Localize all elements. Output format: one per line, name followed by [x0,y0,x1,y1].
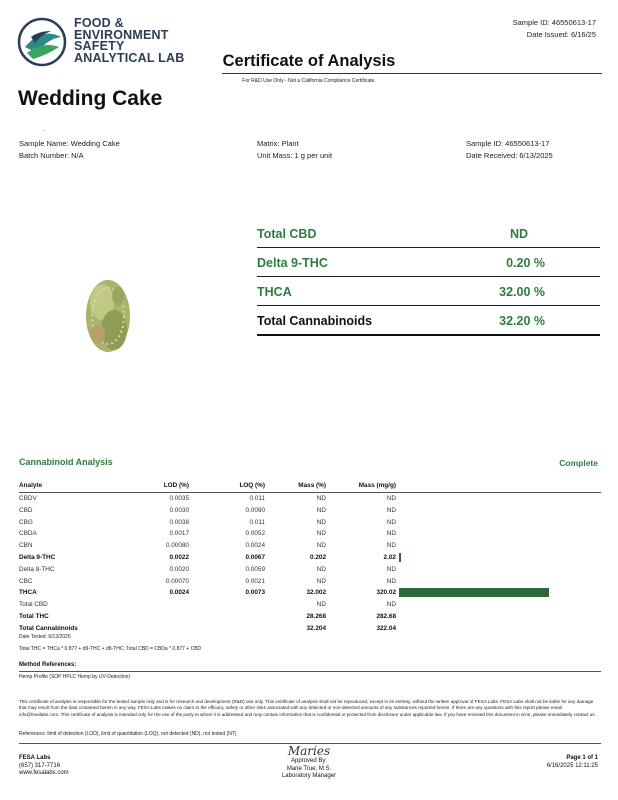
mass-cell: ND [316,542,326,550]
analyte-cell: THCA [19,589,37,597]
unit-mass: Unit Mass: 1 g per unit [257,150,333,160]
mg-cell: 2.02 [383,554,396,561]
method-title: Method References: [19,662,77,668]
mass-cell: ND [316,601,326,609]
logo-line: ANALYTICAL LAB [74,50,185,65]
header-date-issued: Date Issued: 6/16/25 [526,30,596,39]
meta-sample-id: Sample ID: 46550613-17 [466,139,550,148]
approved-by: Approved By: [290,758,328,764]
analysis-rows [0,493,618,635]
mass-cell: 32.002 [306,589,326,597]
loq-cell: 0.0073 [245,589,265,597]
mass-cell: ND [316,565,326,573]
lab-website: www.fesalabs.com [19,770,69,777]
approver-title: Laboratory Manager [281,773,337,780]
lod-cell: 0.00070 [165,577,189,585]
matrix: Matrix: Plant [257,139,299,148]
analysis-title: Cannabinoid Analysis [19,457,113,467]
table-row [19,505,601,517]
logo-line: ENVIRONMENT [74,27,169,42]
analyte-cell: CBG [19,518,33,526]
page-number: Page 1 of 1 [566,755,598,761]
analyte-cell: Delta 9-THC [19,554,56,561]
lod-cell: 0.00080 [165,542,189,550]
summary-row-total-cannabinoids [257,306,600,336]
mass-bar [399,588,549,597]
mass-cell: ND [316,577,326,585]
method-text: Hemp Profile (SOP HPLC Hemp by UV-Detection) [19,674,131,680]
batch-number: Batch Number: N/A [19,150,84,160]
summary-value: 32.20 % [499,314,545,328]
meta-left [19,138,120,161]
mg-cell: 282.68 [376,613,396,620]
col-mass: Mass (%) [298,482,326,489]
mass-cell: 28.268 [306,613,326,620]
table-row [19,540,601,552]
summary-value: 32.00 % [499,285,545,299]
method-rule [19,671,601,672]
lod-cell: 0.0035 [169,495,189,502]
lod-cell: 0.0022 [169,554,189,561]
logo-line: FOOD & [74,16,124,30]
col-analyte: Analyte [19,482,43,489]
meta-middle [257,138,332,161]
mass-cell: ND [316,530,326,538]
lab-phone: (657) 317-7716 [19,762,61,769]
summary-label: THCA [257,285,292,299]
date-tested: Date Tested: 6/13/2025 [19,634,71,640]
report-timestamp: 6/16/2025 12:11:25 [546,762,598,769]
table-row [19,564,601,576]
analyte-cell: CBDV [19,495,37,502]
footer-page [547,755,598,770]
header-divider [222,73,602,74]
mass-cell: ND [316,518,326,526]
col-lod: LOD (%) [163,482,189,489]
table-row [19,587,601,599]
product-dot: . [43,127,45,133]
loq-cell: 0.011 [249,518,265,526]
table-header [19,480,601,492]
loq-cell: 0.0024 [245,542,265,550]
loq-cell: 0.0067 [245,554,265,561]
table-row [19,623,601,635]
analyte-cell: Total Cannabinoids [19,624,78,632]
mass-cell: 32.204 [306,624,326,632]
analyte-cell: CBD [19,506,33,514]
loq-cell: 0.011 [249,495,265,502]
disclaimer: This certificate of analysis is responsible for the tested sample only and is for research and development (R&D) use only. This certificate of analysis shall not be reproduced, except in its entirety, without the written approval of FESA Labs. FESA Labs shall not be liable for any damage that may result from the data contained herein in any way. FESA Labs makes no claim to the efficacy, safety or other risks associated with any detected or non-detected amounts of any substances reported herein. If there are any questions with this report please email info@fesalabs.com. This certificate of analysis is intended only for the use of the party to whom it is addressed and may contain information that is confidential or protected from disclosure under applicable law. If you have received this document in error, please immediately contact us. [19,699,596,717]
approver-name: Marie True, M.S. [286,765,332,772]
signature: Maries [287,744,331,758]
table-row [19,576,601,588]
table-row [19,611,601,623]
loq-cell: 0.0021 [245,577,265,585]
references: References: limit of detection (LOD), limit of quantitation (LOQ), not detected (ND), not tested (NT) [19,731,237,737]
summary-label: Delta 9-THC [257,256,328,270]
mg-cell: ND [386,518,396,526]
date-received: Date Received: 6/13/2025 [466,150,553,160]
certificate-title: Certificate of Analysis [222,52,396,70]
mass-bar [399,553,401,562]
lod-cell: 0.0030 [169,506,189,514]
lod-cell: 0.0038 [169,518,189,526]
lod-cell: 0.0020 [169,565,189,573]
summary-label: Total CBD [257,227,317,241]
mass-cell: ND [316,506,326,514]
lod-cell: 0.0017 [169,530,189,538]
col-mg: Mass (mg/g) [358,482,396,489]
mg-cell: 320.02 [376,589,396,597]
meta-right [466,138,553,161]
loq-cell: 0.0059 [245,565,265,573]
table-row [19,528,601,540]
summary-value: 0.20 % [506,256,545,270]
analyte-cell: CBDA [19,530,37,538]
mg-cell: 322.04 [376,624,396,632]
mg-cell: ND [386,565,396,573]
col-loq: LOQ (%) [239,482,265,489]
product-photo [78,272,138,360]
mg-cell: ND [386,542,396,550]
summary-row-thca [257,277,600,306]
mg-cell: ND [386,506,396,514]
logo-line: SAFETY [74,39,125,53]
mg-cell: ND [386,577,396,585]
analyte-cell: Total THC [19,613,49,620]
mass-cell: ND [316,495,326,502]
analyte-cell: CBN [19,542,33,550]
summary-row-total-cbd [257,219,600,248]
analysis-status: Complete [559,458,598,468]
analyte-cell: Delta 8-THC [19,565,55,573]
analyte-cell: Total CBD [19,601,48,609]
summary-value: ND [509,227,528,241]
product-name: Wedding Cake [18,87,163,110]
table-row [19,493,601,505]
table-row [19,599,601,611]
certificate-subtitle: For R&D Use Only - Not a California Compliance Certificate. [242,78,376,84]
mg-cell: ND [386,495,396,502]
mg-cell: ND [386,530,396,538]
mg-cell: ND [386,601,396,609]
sample-name: Sample Name: Wedding Cake [19,139,120,148]
analyte-cell: CBC [19,577,33,585]
lod-cell: 0.0024 [169,589,189,597]
summary-label: Total Cannabinoids [257,314,373,328]
thc-formula: Total THC = THCa * 0.877 + d9-THC + d8-THC; Total CBD = CBDa * 0.877 + CBD [19,646,202,652]
mass-cell: 0.202 [310,554,326,561]
loq-cell: 0.0090 [245,506,265,514]
loq-cell: 0.0052 [245,530,265,538]
table-row [19,517,601,529]
table-row [19,552,601,564]
footer-approval [0,744,618,781]
header-sample-id: Sample ID: 46550613-17 [512,18,596,27]
lab-name: FESA Labs [19,755,51,761]
summary-row-delta9 [257,248,600,277]
